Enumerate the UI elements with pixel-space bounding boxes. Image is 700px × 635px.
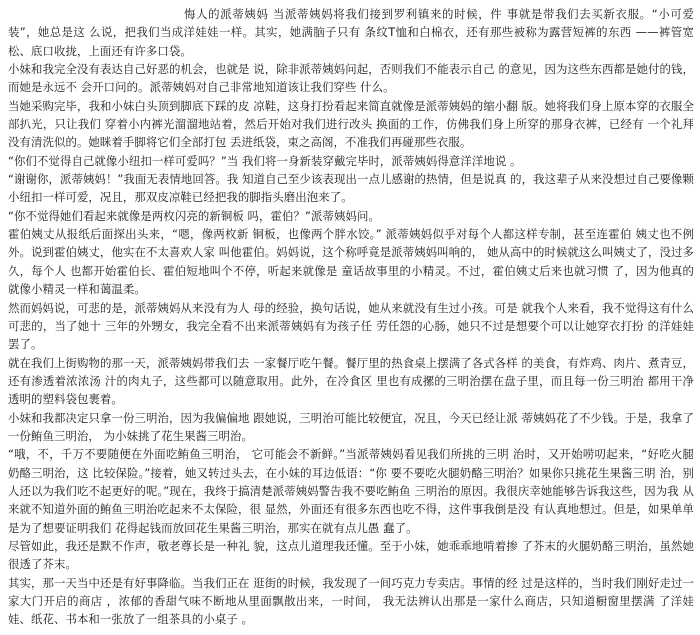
paragraph-11: “哦，不，千万不要随便在外面吃鲔鱼三明治， 它可能会不新鲜。”当派蒂姨妈看见我们所挑的三明 治时，又开始唠叨起来，“好吃火腿奶酪三明治，这 比较保险。”接着，她又转过头去，在小妹的耳边低语：“你 要不要吃火腿奶酪三明治？如果你只挑花生果酱三明 治，别人还以为我们吃不起更好的呢。”现在，我终于搞清楚派蒂姨妈警告我不要吃鲔鱼 三明治的原因。我很庆幸她能够告诉我这些，因为我 从来就不知道外面的鲔鱼三明治吃起来不太保险，很 显然，外面还有很多东西也吃不得，这件事我倒是没 有认真地想过。但是，如果单单是为了想要证明我们 花得起钱而放回花生果酱三明治，那实在就有点儿愚 蠢了。	[8, 447, 694, 535]
paragraph-13: 其实，那一天当中还是有好事降临。当我们正在 逛街的时候，我发现了一间巧克力专卖店。事情的经 过是这样的，当时我们刚好走过一家大门开启的商店 ，浓郁的香甜气味不断地从里面飘散出来，一时间， 我无法辨认出那是一家什么商店，只知道橱窗里摆满 了洋娃娃、纸花、书本和一张放了一组茶具的小桌子 。	[8, 575, 694, 627]
paragraph-4: “你们不觉得自己就像小纽扣一样可爱吗？”当 我们将一身新装穿戴完毕时，派蒂姨妈得意洋洋地说 。	[8, 153, 522, 168]
paragraph-5: “谢谢你，派蒂姨妈！”我面无表情地回答。我 知道自己至少该表现出一点儿感谢的热情，但是说真 的，我这辈子从来没想过自己要像颗小纽扣一样可爱，况且，那双皮凉鞋已经把我的脚指头磨出泡来了。	[8, 172, 694, 205]
paragraph-9: 就在我们上街购物的那一天，派蒂姨妈带我们去 一家餐厅吃午餐。餐厅里的热食桌上摆满了各式各样 的美食，有炸鸡、肉片、煮青豆，还有渗透着浓浓汤 汁的肉丸子，这些都可以随意取用。此外，在冷食区 里也有成摞的三明治摆在盘子里，而且每一份三明治 都用干净透明的塑料袋包裹着。	[8, 355, 694, 407]
paragraph-1: 悔人的派蒂姨妈 当派蒂姨妈将我们接到罗利镇来的时候，件 事就是带我们去买新衣服。“小可爱装”，她总是这 么说，把我们当成洋娃娃一样。其实，她满脑子只有 条纹T恤和白棉衣，还有那些被称为露营短裤的东西 ——裤管宽松、底口收拢，上面还有许多口袋。	[8, 7, 694, 58]
paragraph-10: 小妹和我都决定只拿一份三明治，因为我偏偏地 跟她说，三明治可能比较便宜，况且，今天已经让派 蒂姨妈花了不少钱。于是，我拿了一份鲔鱼三明治， 为小妹挑了花生果酱三明治。	[8, 410, 694, 443]
paragraph-6: “你不觉得她们看起来就像是两枚闪亮的新铜板 吗，霍伯？”派蒂姨妈问。	[8, 208, 380, 223]
paragraph-2: 小妹和我完全没有表达自己好恶的机会，也就是 说，除非派蒂姨妈问起，否则我们不能表示自己 的意见，因为这些东西都是她付的钱，而她是永远不 会开口问的。派蒂姨妈对自己非常地知道该让我们穿些 什么。	[8, 62, 694, 95]
paragraph-3: 当她采购完毕，我和小妹白头顶到脚底下踩的皮 凉鞋，这身打扮看起来简直就像是派蒂姨妈的缩小翻 版。她将我们身上原本穿的衣服全部扒光，只让我们 穿着小内裤光溜溜地站着，然后开始对我们进行改头 换面的工作，仿佛我们身上所穿的那身衣裤，已经有 一个礼拜没有清洗似的。她眯着手脚将它们全部打包 丢进纸袋，束之高阁，不准我们再碰那些衣服。	[8, 98, 694, 150]
paragraph-12: 尽管如此，我还是默不作声，敬老尊长是一种礼 貌，这点儿道理我还懂。至于小妹，她乖乖地啃着掺 了芥末的火腿奶酪三明治，虽然她很透了芥末。	[8, 538, 694, 572]
paragraph-7: 霍伯姨丈从报纸后面探出头来，“嗯，像两枚新 铜板，也像两个胖水饺。” 派蒂姨妈似乎对每个人都这样专制，甚至连霍伯 姨丈也不例外。说到霍伯姨丈，他实在不太喜欢人家 叫他霍伯。妈妈说，这个称呼竟是派蒂姨妈叫响的， 她从高中的时候就这么叫姨丈了，没过多久，每个人 也都开始霍伯长、霍伯短地叫个不停，听起来就像是 童话故事里的小精灵。不过，霍伯姨丈后来也就习惯 了，因为他真的就像小精灵一样和蔼温柔。	[8, 227, 694, 297]
paragraph-8: 然而妈妈说，可悲的是，派蒂姨妈从来没有为人 母的经验，换句话说，她从来就没有生过小孩。可是 就我个人来看，我不觉得这有什么可悲的，当了她十 三年的外甥女，我完全看不出来派蒂姨妈有为孩子任 劳任怨的心肠，她只不过是想要个可以让她穿衣打扮 的洋娃娃罢了。	[8, 300, 694, 352]
